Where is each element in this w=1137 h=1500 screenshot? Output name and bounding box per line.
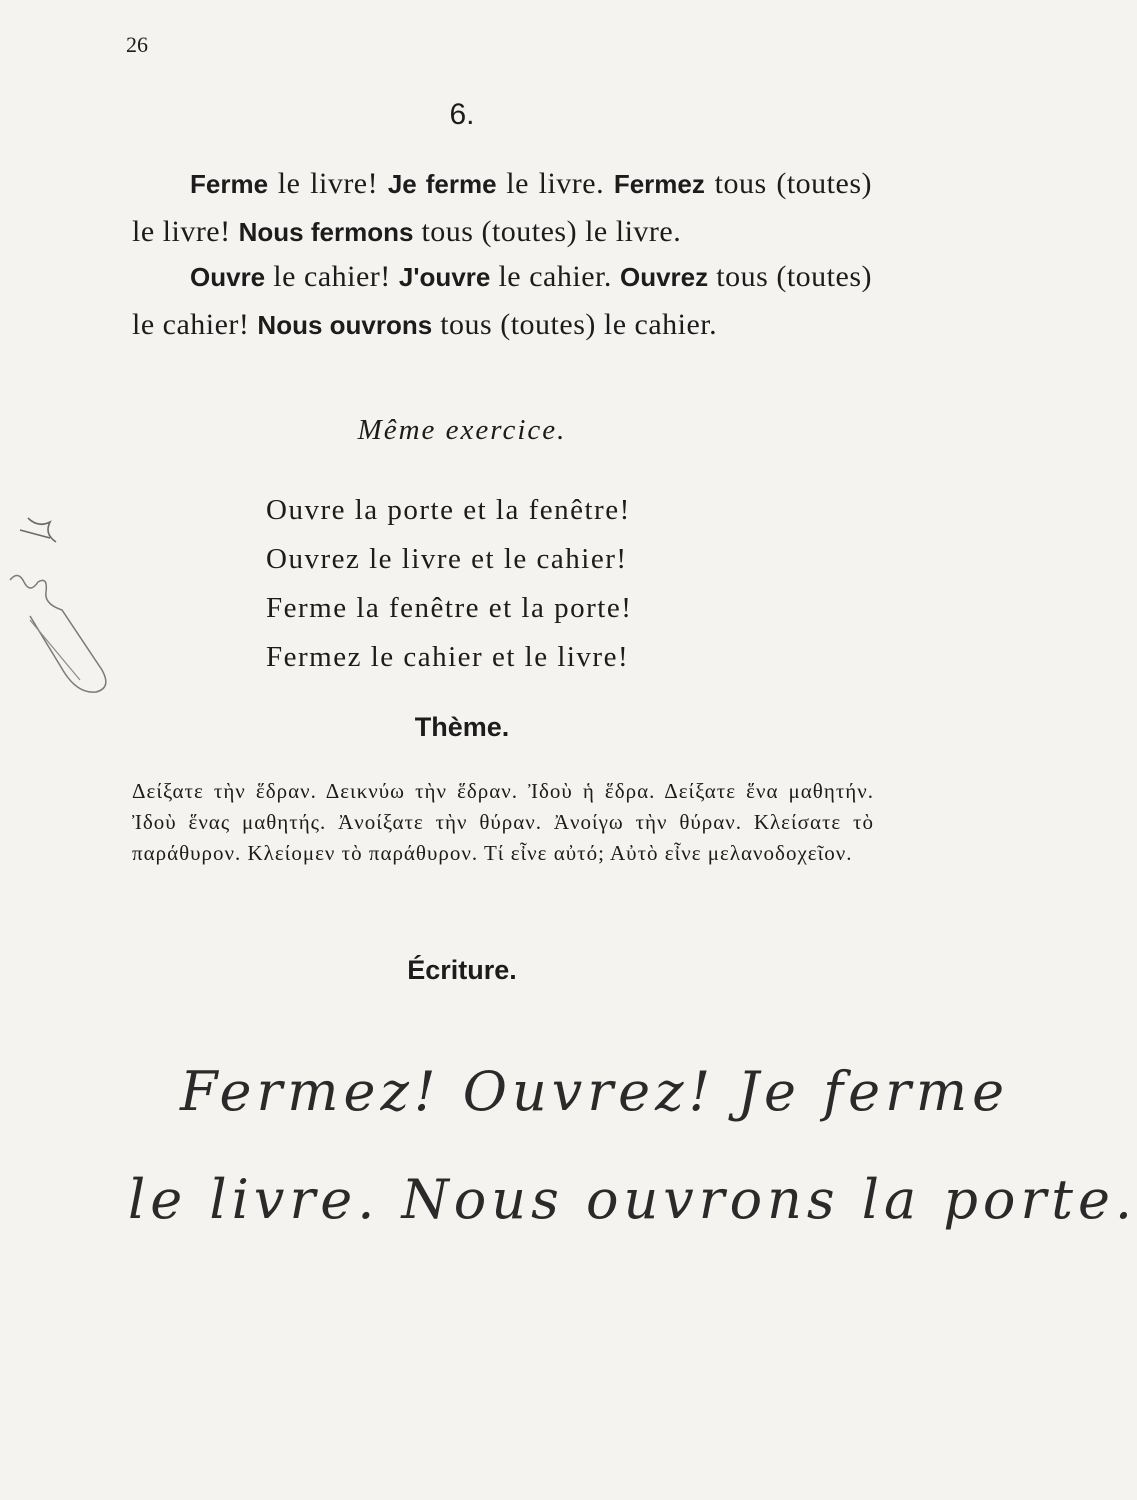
phrase-text: le cahier! <box>265 260 399 293</box>
margin-pencil-scribble <box>0 510 130 710</box>
phrase-text: le cahier. <box>490 260 620 293</box>
phrase-text: le livre! <box>268 167 388 200</box>
section-number: 6. <box>449 98 475 131</box>
exercise-list <box>266 486 632 682</box>
phrase-text: tous (toutes) le cahier. <box>432 308 718 341</box>
theme-heading: Thème. <box>414 712 510 742</box>
exercise-line: Ouvrez le livre et le cahier! <box>266 543 628 575</box>
bold-phrase: Fermez <box>613 169 705 199</box>
phrase-text: le livre. <box>496 167 614 200</box>
ecriture-heading: Écriture. <box>407 955 517 985</box>
paragraph-fermer <box>132 160 872 256</box>
exercise-line: Fermez le cahier et le livre! <box>266 641 630 673</box>
greek-translation-text: Δείξατε τὴν ἕδραν. Δεικνύω τὴν ἕδραν. Ἰδοὺ ἡ ἕδρα. Δείξατε ἕνα μαθητήν. Ἰδοὺ ἕνας μαθητής. Ἀνοίξατε τὴν θύραν. Ἀνοίγω τὴν θύραν. Κλείσατε τὸ παράθυρον. Κλείομεν τὸ παράθυρον. Τί εἶνε αὐτό; Αὐτὸ εἶνε μελανοδοχεῖον. <box>132 779 874 865</box>
phrase-text: tous (toutes) le cahier! <box>132 260 872 341</box>
phrase-text: tous (toutes) le livre. <box>413 215 682 248</box>
bold-phrase: Nous ouvrons <box>257 310 433 340</box>
bold-phrase: Nous fermons <box>238 217 414 247</box>
exercise-line: Ferme la fenêtre et la porte! <box>266 592 633 624</box>
bold-phrase: J'ouvre <box>398 262 491 292</box>
exercise-heading: Même exercice. <box>357 414 567 446</box>
page-number: 26 <box>126 32 148 57</box>
bold-phrase: Ouvrez <box>619 262 709 292</box>
handwriting-line: le livre. Nous ouvrons la porte. <box>128 1168 1137 1231</box>
paragraph-ouvrir <box>132 253 872 349</box>
bold-phrase: Ouvre <box>190 262 266 292</box>
phrase-text: tous (toutes) le livre! <box>132 167 872 248</box>
exercise-line: Ouvre la porte et la fenêtre! <box>266 494 631 526</box>
bold-phrase: Je ferme <box>387 169 497 199</box>
handwriting-line: Fermez! Ouvrez! Je ferme <box>180 1060 1010 1123</box>
bold-phrase: Ferme <box>190 169 269 199</box>
